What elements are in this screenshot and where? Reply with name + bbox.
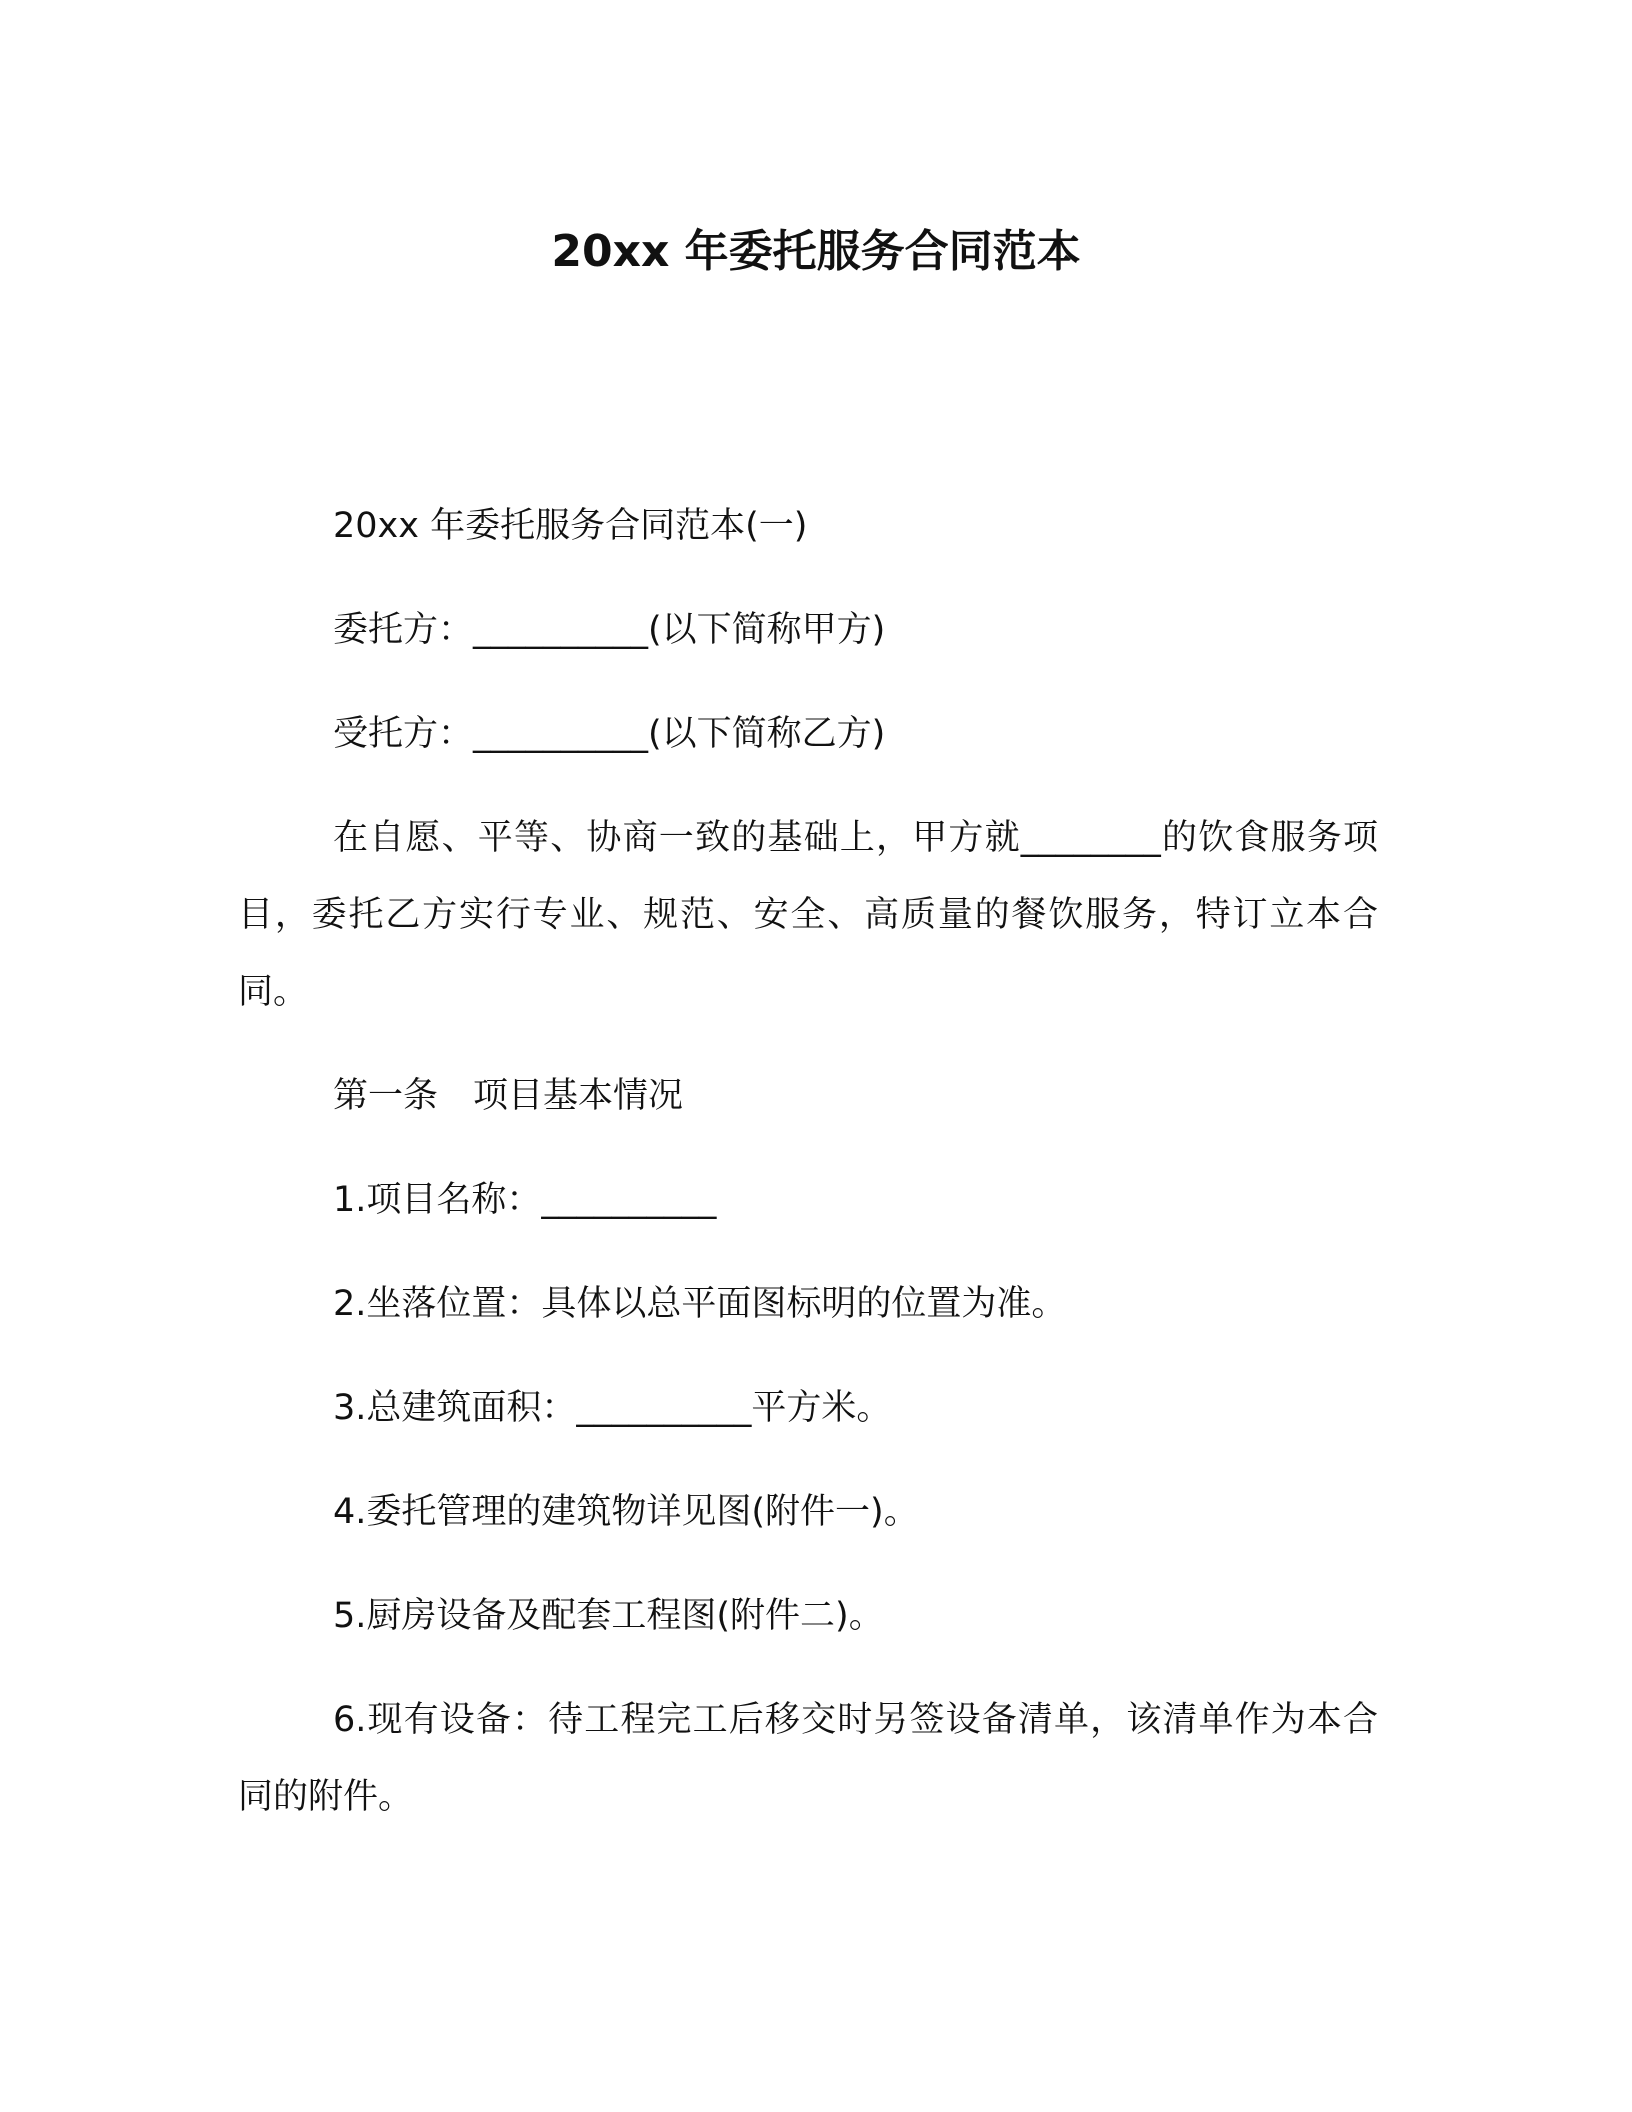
kitchen-attachment-line: 5.厨房设备及配套工程图(附件二)。 [333,1596,884,1636]
article-one-heading: 第一条 项目基本情况 [333,1076,684,1116]
location-line: 2.坐落位置：具体以总平面图标明的位置为准。 [333,1284,1067,1324]
building-attachment-line: 4.委托管理的建筑物详见图(附件一)。 [333,1492,919,1532]
equipment-paragraph: 6.现有设备：待工程完工后移交时另签设备清单，该清单作为本合同的附件。 [238,1700,1378,1817]
client-party-line: 委托方：__________(以下简称甲方) [333,610,886,650]
preamble-paragraph: 在自愿、平等、协商一致的基础上，甲方就________的饮食服务项目，委托乙方实行专业、规范、安全、高质量的餐饮服务，特订立本合同。 [238,818,1378,1012]
project-name-line: 1.项目名称：__________ [333,1180,717,1220]
subtitle-paragraph: 20xx 年委托服务合同范本(一) [333,506,808,546]
contractor-party-line: 受托方：__________(以下简称乙方) [333,714,886,754]
document-body [238,488,1378,1863]
area-line: 3.总建筑面积：__________平方米。 [333,1388,892,1428]
document-title: 20xx 年委托服务合同范本 [551,226,1081,277]
